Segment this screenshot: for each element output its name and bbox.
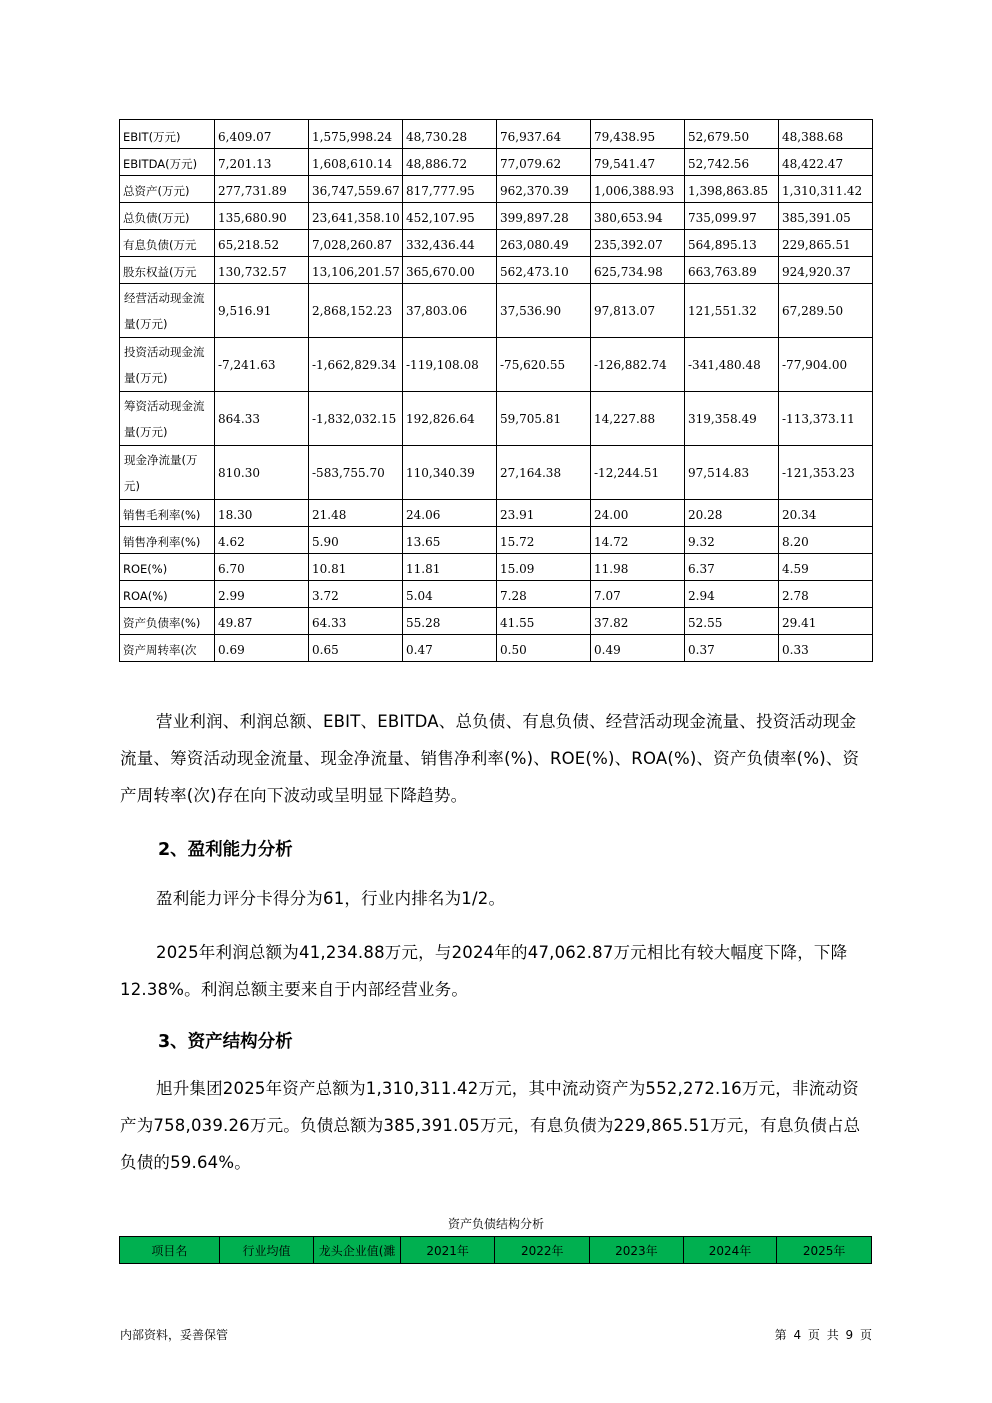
table-cell: 235,392.07 [591,230,685,257]
table-cell: -75,620.55 [497,338,591,392]
table-cell: 23.91 [497,500,591,527]
total-profit-paragraph: 2025年利润总额为41,234.88万元，与2024年的47,062.87万元相比有较大幅度下降，下降12.38%。利润总额主要来自于内部经营业务。 [120,943,848,999]
table-cell: 11.81 [403,554,497,581]
table-cell: 48,886.72 [403,149,497,176]
table-cell: 3.72 [309,581,403,608]
table-row [120,203,873,230]
row-label: 销售毛利率(%) [120,500,215,527]
row-label: 现金净流量(万元) [120,446,215,500]
table-cell: 13,106,201.57 [309,257,403,284]
table-row [120,581,873,608]
table-cell: 52.55 [685,608,779,635]
table-cell: 2,868,152.23 [309,284,403,338]
table-row [120,500,873,527]
table-cell: 0.49 [591,635,685,662]
table-cell: 79,438.95 [591,120,685,149]
table-cell: 37,536.90 [497,284,591,338]
table-cell: 1,006,388.93 [591,176,685,203]
table-cell: 37.82 [591,608,685,635]
table-cell: 64.33 [309,608,403,635]
table-cell: 263,080.49 [497,230,591,257]
row-label: ROA(%) [120,581,215,608]
table-cell: 0.50 [497,635,591,662]
table-row [120,446,873,500]
table-cell: 121,551.32 [685,284,779,338]
table-cell: 229,865.51 [779,230,873,257]
table-cell: 864.33 [215,392,309,446]
header-cell: 龙头企业值(濉 [314,1237,401,1264]
table-cell: 332,436.44 [403,230,497,257]
table-cell: 52,742.56 [685,149,779,176]
table-row [120,257,873,284]
table-cell: 130,732.57 [215,257,309,284]
table-cell: 8.20 [779,527,873,554]
table-cell: 20.34 [779,500,873,527]
table-cell: -119,108.08 [403,338,497,392]
table-cell: 2.99 [215,581,309,608]
table-cell: -12,244.51 [591,446,685,500]
row-label: EBITDA(万元) [120,149,215,176]
table-cell: 24.06 [403,500,497,527]
table-cell: 110,340.39 [403,446,497,500]
table-cell: 2.78 [779,581,873,608]
table-cell: 76,937.64 [497,120,591,149]
table-cell: 625,734.98 [591,257,685,284]
table-cell: 5.90 [309,527,403,554]
row-label: 有息负债(万元 [120,230,215,257]
table-cell: -1,832,032.15 [309,392,403,446]
table-cell: 277,731.89 [215,176,309,203]
table-cell: 20.28 [685,500,779,527]
asset-liability-structure-table-header [119,1236,872,1264]
row-label: 销售净利率(%) [120,527,215,554]
table-cell: 65,218.52 [215,230,309,257]
table-cell: -7,241.63 [215,338,309,392]
table-row [120,120,873,149]
table-cell: 67,289.50 [779,284,873,338]
trend-summary-paragraph: 营业利润、利润总额、EBIT、EBITDA、总负债、有息负债、经营活动现金流量、投资活动现金流量、筹资活动现金流量、现金净流量、销售净利率(%)、ROE(%)、ROA(%)、资产负债率(%)、资产周转率(次)存在向下波动或呈明显下降趋势。 [120,712,860,805]
table-cell: 2.94 [685,581,779,608]
table-cell: 319,358.49 [685,392,779,446]
table-cell: 1,608,610.14 [309,149,403,176]
table-cell: -121,353.23 [779,446,873,500]
table-row [120,527,873,554]
table-cell: 77,079.62 [497,149,591,176]
footer-confidential-note: 内部资料，妥善保管 [120,1328,229,1342]
row-label: ROE(%) [120,554,215,581]
table-row [120,284,873,338]
row-label: 资产周转率(次 [120,635,215,662]
row-label: EBIT(万元) [120,120,215,149]
table-cell: -126,882.74 [591,338,685,392]
table-cell: 27,164.38 [497,446,591,500]
table-cell: 11.98 [591,554,685,581]
header-cell: 2023年 [590,1237,684,1264]
table-cell: 7.07 [591,581,685,608]
table-cell: -583,755.70 [309,446,403,500]
table-row [120,608,873,635]
table-cell: 452,107.95 [403,203,497,230]
section-heading-asset-structure: 3、资产结构分析 [158,1032,293,1052]
footer-page-number: 第 4 页 共 9 页 [774,1328,872,1342]
header-cell: 2021年 [400,1237,495,1264]
table-cell: 24.00 [591,500,685,527]
row-label: 股东权益(万元 [120,257,215,284]
profitability-score-paragraph: 盈利能力评分卡得分为61，行业内排名为1/2。 [156,889,506,908]
table-cell: 962,370.39 [497,176,591,203]
table-row [120,554,873,581]
row-label: 投资活动现金流量(万元) [120,338,215,392]
table-cell: 9,516.91 [215,284,309,338]
header-cell: 2022年 [495,1237,590,1264]
table-cell: 1,310,311.42 [779,176,873,203]
table-cell: 7,201.13 [215,149,309,176]
table-cell: 735,099.97 [685,203,779,230]
table-cell: 97,514.83 [685,446,779,500]
table-cell: 49.87 [215,608,309,635]
table-cell: 52,679.50 [685,120,779,149]
table-cell: -1,662,829.34 [309,338,403,392]
table-cell: 36,747,559.67 [309,176,403,203]
table-cell: 48,388.68 [779,120,873,149]
table-caption: 资产负债结构分析 [447,1217,544,1231]
table-cell: 924,920.37 [779,257,873,284]
table-cell: -77,904.00 [779,338,873,392]
header-cell: 项目名 [120,1237,220,1264]
table-row [120,230,873,257]
table-cell: 55.28 [403,608,497,635]
table-cell: 79,541.47 [591,149,685,176]
table-row [120,149,873,176]
table-cell: 399,897.28 [497,203,591,230]
table-row [120,176,873,203]
table-cell: 48,730.28 [403,120,497,149]
table-cell: 9.32 [685,527,779,554]
header-cell: 2024年 [683,1237,777,1264]
table-cell: 0.37 [685,635,779,662]
header-cell: 行业均值 [219,1237,314,1264]
table-cell: 385,391.05 [779,203,873,230]
table-cell: 6.37 [685,554,779,581]
table-row [120,635,873,662]
table-cell: 0.65 [309,635,403,662]
table-cell: 1,398,863.85 [685,176,779,203]
table-cell: 48,422.47 [779,149,873,176]
table-cell: 0.33 [779,635,873,662]
table-cell: 15.72 [497,527,591,554]
table-cell: 14,227.88 [591,392,685,446]
table-cell: 6.70 [215,554,309,581]
table-cell: 15.09 [497,554,591,581]
table-cell: 13.65 [403,527,497,554]
table-cell: 562,473.10 [497,257,591,284]
row-label: 总负债(万元) [120,203,215,230]
table-cell: 23,641,358.10 [309,203,403,230]
section-heading-profitability: 2、盈利能力分析 [158,840,293,860]
table-cell: -341,480.48 [685,338,779,392]
table-cell: 192,826.64 [403,392,497,446]
table-cell: 7.28 [497,581,591,608]
table-cell: 5.04 [403,581,497,608]
row-label: 总资产(万元) [120,176,215,203]
table-cell: 4.59 [779,554,873,581]
table-row [120,392,873,446]
table-cell: 10.81 [309,554,403,581]
table-cell: 6,409.07 [215,120,309,149]
table-cell: 380,653.94 [591,203,685,230]
table-cell: 37,803.06 [403,284,497,338]
table-cell: 7,028,260.87 [309,230,403,257]
table-cell: 21.48 [309,500,403,527]
asset-structure-paragraph: 旭升集团2025年资产总额为1,310,311.42万元，其中流动资产为552,272.16万元，非流动资产为758,039.26万元。负债总额为385,391.05万元，有息负债为229,865.51万元，有息负债占总负债的59.64%。 [120,1079,861,1172]
table-cell: -113,373.11 [779,392,873,446]
table-row [120,338,873,392]
row-label: 经营活动现金流量(万元) [120,284,215,338]
table-cell: 18.30 [215,500,309,527]
table-cell: 135,680.90 [215,203,309,230]
table-cell: 59,705.81 [497,392,591,446]
table-cell: 0.47 [403,635,497,662]
table-cell: 41.55 [497,608,591,635]
table-cell: 4.62 [215,527,309,554]
table-cell: 663,763.89 [685,257,779,284]
financial-indicator-table [119,119,873,662]
table-cell: 29.41 [779,608,873,635]
table-cell: 1,575,998.24 [309,120,403,149]
header-cell: 2025年 [777,1237,872,1264]
table-cell: 0.69 [215,635,309,662]
table-cell: 810.30 [215,446,309,500]
row-label: 资产负债率(%) [120,608,215,635]
row-label: 筹资活动现金流量(万元) [120,392,215,446]
table-cell: 97,813.07 [591,284,685,338]
table-cell: 564,895.13 [685,230,779,257]
table-cell: 14.72 [591,527,685,554]
table-cell: 817,777.95 [403,176,497,203]
table-cell: 365,670.00 [403,257,497,284]
